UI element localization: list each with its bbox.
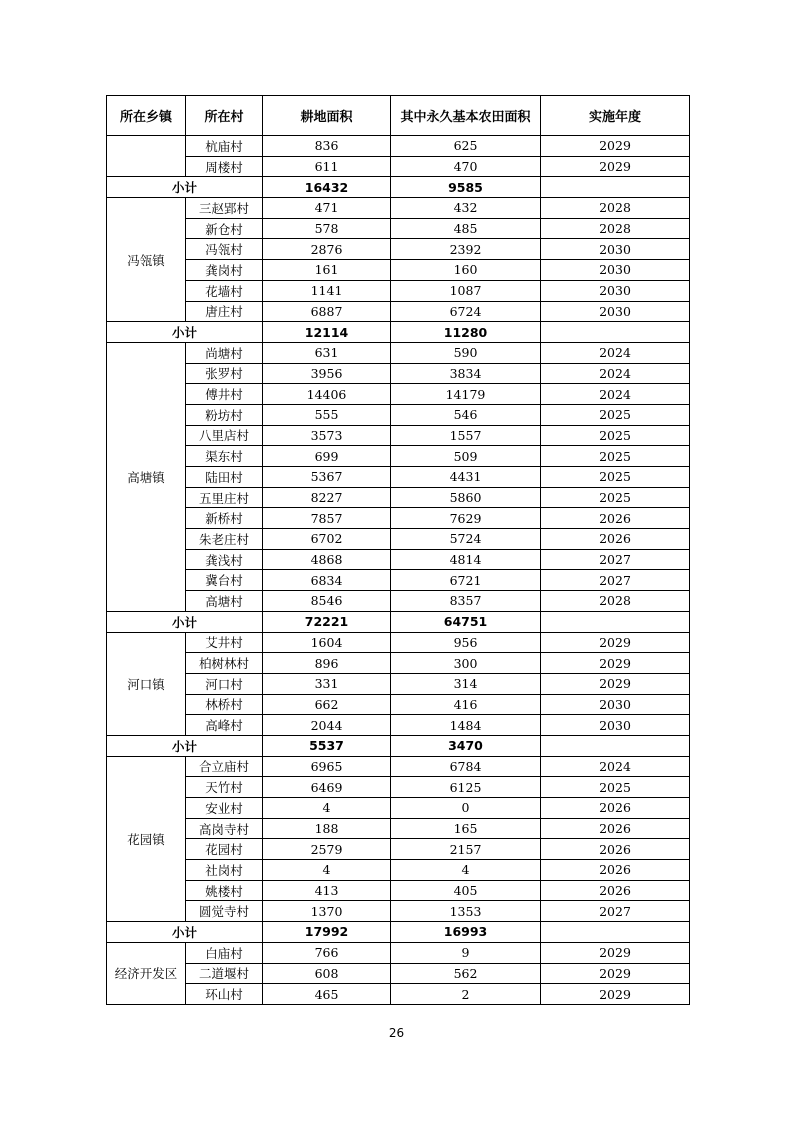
farmland-area-cell: 2044 xyxy=(263,715,391,736)
town-cell xyxy=(107,136,186,177)
table-row xyxy=(107,984,690,1005)
year-cell: 2029 xyxy=(541,653,690,674)
subtotal-year xyxy=(541,177,690,198)
basic-farmland-area-cell: 4814 xyxy=(391,549,541,570)
table-row xyxy=(107,694,690,715)
subtotal-year xyxy=(541,735,690,756)
basic-farmland-area-cell: 1087 xyxy=(391,280,541,301)
farmland-area-cell: 6965 xyxy=(263,756,391,777)
farmland-area-cell: 331 xyxy=(263,673,391,694)
basic-farmland-area-cell: 9 xyxy=(391,942,541,963)
table-row xyxy=(107,591,690,612)
year-cell: 2029 xyxy=(541,136,690,157)
subtotal-basic-farmland-area: 3470 xyxy=(391,735,541,756)
table-row xyxy=(107,963,690,984)
village-cell: 白庙村 xyxy=(186,942,263,963)
basic-farmland-area-cell: 300 xyxy=(391,653,541,674)
table-row xyxy=(107,756,690,777)
basic-farmland-area-cell: 6721 xyxy=(391,570,541,591)
year-cell: 2028 xyxy=(541,198,690,219)
subtotal-farmland-area: 5537 xyxy=(263,735,391,756)
year-cell: 2025 xyxy=(541,404,690,425)
farmland-area-cell: 465 xyxy=(263,984,391,1005)
town-cell: 花园镇 xyxy=(107,756,186,922)
table-row xyxy=(107,798,690,819)
village-cell: 冯瓴村 xyxy=(186,239,263,260)
basic-farmland-area-cell: 470 xyxy=(391,156,541,177)
table-row xyxy=(107,156,690,177)
village-cell: 新仓村 xyxy=(186,218,263,239)
table-row xyxy=(107,404,690,425)
year-cell: 2026 xyxy=(541,818,690,839)
year-cell: 2029 xyxy=(541,942,690,963)
basic-farmland-area-cell: 0 xyxy=(391,798,541,819)
table-row xyxy=(107,218,690,239)
village-cell: 杭庙村 xyxy=(186,136,263,157)
basic-farmland-area-cell: 165 xyxy=(391,818,541,839)
farmland-area-cell: 3956 xyxy=(263,363,391,384)
header-farmland-area: 耕地面积 xyxy=(263,96,391,136)
farmland-area-cell: 896 xyxy=(263,653,391,674)
basic-farmland-area-cell: 5860 xyxy=(391,487,541,508)
table-row xyxy=(107,673,690,694)
year-cell: 2030 xyxy=(541,280,690,301)
header-implementation-year: 实施年度 xyxy=(541,96,690,136)
table-row xyxy=(107,632,690,653)
table-header-row xyxy=(107,96,690,136)
farmland-area-cell: 662 xyxy=(263,694,391,715)
village-cell: 朱老庄村 xyxy=(186,529,263,550)
farmland-area-cell: 631 xyxy=(263,342,391,363)
year-cell: 2026 xyxy=(541,798,690,819)
year-cell: 2026 xyxy=(541,529,690,550)
farmland-area-cell: 2579 xyxy=(263,839,391,860)
farmland-area-cell: 608 xyxy=(263,963,391,984)
table-row xyxy=(107,487,690,508)
year-cell: 2025 xyxy=(541,467,690,488)
year-cell: 2026 xyxy=(541,839,690,860)
year-cell: 2030 xyxy=(541,301,690,322)
village-cell: 姚楼村 xyxy=(186,880,263,901)
farmland-area-cell: 611 xyxy=(263,156,391,177)
farmland-area-cell: 2876 xyxy=(263,239,391,260)
farmland-area-cell: 836 xyxy=(263,136,391,157)
village-cell: 龚浅村 xyxy=(186,549,263,570)
table-row xyxy=(107,425,690,446)
basic-farmland-area-cell: 405 xyxy=(391,880,541,901)
year-cell: 2026 xyxy=(541,880,690,901)
year-cell: 2030 xyxy=(541,694,690,715)
village-cell: 陆田村 xyxy=(186,467,263,488)
farmland-area-cell: 4 xyxy=(263,860,391,881)
village-cell: 高塘村 xyxy=(186,591,263,612)
basic-farmland-area-cell: 2157 xyxy=(391,839,541,860)
village-cell: 圆觉寺村 xyxy=(186,901,263,922)
basic-farmland-area-cell: 5724 xyxy=(391,529,541,550)
table-body xyxy=(107,136,690,1005)
village-cell: 安业村 xyxy=(186,798,263,819)
basic-farmland-area-cell: 160 xyxy=(391,260,541,281)
year-cell: 2027 xyxy=(541,570,690,591)
farmland-area-cell: 6469 xyxy=(263,777,391,798)
village-cell: 八里店村 xyxy=(186,425,263,446)
town-cell: 高塘镇 xyxy=(107,342,186,611)
table-row xyxy=(107,198,690,219)
basic-farmland-area-cell: 8357 xyxy=(391,591,541,612)
basic-farmland-area-cell: 509 xyxy=(391,446,541,467)
village-cell: 高岗寺村 xyxy=(186,818,263,839)
table-row xyxy=(107,508,690,529)
year-cell: 2024 xyxy=(541,756,690,777)
header-town: 所在乡镇 xyxy=(107,96,186,136)
table-row xyxy=(107,880,690,901)
table-row xyxy=(107,818,690,839)
table-row xyxy=(107,777,690,798)
table-row xyxy=(107,342,690,363)
year-cell: 2030 xyxy=(541,260,690,281)
village-cell: 河口村 xyxy=(186,673,263,694)
basic-farmland-area-cell: 314 xyxy=(391,673,541,694)
farmland-area-cell: 578 xyxy=(263,218,391,239)
year-cell: 2024 xyxy=(541,363,690,384)
subtotal-label: 小计 xyxy=(107,735,263,756)
village-cell: 艾井村 xyxy=(186,632,263,653)
year-cell: 2025 xyxy=(541,487,690,508)
village-cell: 唐庄村 xyxy=(186,301,263,322)
subtotal-row xyxy=(107,611,690,632)
village-cell: 尚塘村 xyxy=(186,342,263,363)
farmland-area-cell: 1141 xyxy=(263,280,391,301)
table-row xyxy=(107,301,690,322)
subtotal-farmland-area: 16432 xyxy=(263,177,391,198)
basic-farmland-area-cell: 6125 xyxy=(391,777,541,798)
basic-farmland-area-cell: 1484 xyxy=(391,715,541,736)
subtotal-basic-farmland-area: 11280 xyxy=(391,322,541,343)
village-cell: 林桥村 xyxy=(186,694,263,715)
subtotal-row xyxy=(107,177,690,198)
farmland-area-cell: 6834 xyxy=(263,570,391,591)
table-row xyxy=(107,839,690,860)
year-cell: 2030 xyxy=(541,239,690,260)
table-row xyxy=(107,529,690,550)
subtotal-basic-farmland-area: 16993 xyxy=(391,922,541,943)
village-cell: 粉坊村 xyxy=(186,404,263,425)
table-row xyxy=(107,363,690,384)
year-cell: 2030 xyxy=(541,715,690,736)
basic-farmland-area-cell: 562 xyxy=(391,963,541,984)
year-cell: 2029 xyxy=(541,156,690,177)
farmland-area-cell: 188 xyxy=(263,818,391,839)
table-row xyxy=(107,260,690,281)
farmland-area-cell: 5367 xyxy=(263,467,391,488)
basic-farmland-area-cell: 2392 xyxy=(391,239,541,260)
farmland-area-cell: 555 xyxy=(263,404,391,425)
basic-farmland-area-cell: 4 xyxy=(391,860,541,881)
table-row xyxy=(107,136,690,157)
farmland-area-cell: 8227 xyxy=(263,487,391,508)
farmland-area-cell: 6887 xyxy=(263,301,391,322)
basic-farmland-area-cell: 7629 xyxy=(391,508,541,529)
subtotal-year xyxy=(541,611,690,632)
year-cell: 2028 xyxy=(541,218,690,239)
farmland-area-cell: 161 xyxy=(263,260,391,281)
table-row xyxy=(107,384,690,405)
subtotal-farmland-area: 12114 xyxy=(263,322,391,343)
subtotal-row xyxy=(107,735,690,756)
table-row xyxy=(107,549,690,570)
farmland-area-cell: 413 xyxy=(263,880,391,901)
village-cell: 环山村 xyxy=(186,984,263,1005)
year-cell: 2024 xyxy=(541,342,690,363)
basic-farmland-area-cell: 432 xyxy=(391,198,541,219)
village-cell: 龚岗村 xyxy=(186,260,263,281)
farmland-area-cell: 766 xyxy=(263,942,391,963)
village-cell: 柏树林村 xyxy=(186,653,263,674)
table-row xyxy=(107,467,690,488)
basic-farmland-area-cell: 3834 xyxy=(391,363,541,384)
basic-farmland-area-cell: 1557 xyxy=(391,425,541,446)
subtotal-farmland-area: 17992 xyxy=(263,922,391,943)
basic-farmland-area-cell: 546 xyxy=(391,404,541,425)
farmland-area-cell: 1604 xyxy=(263,632,391,653)
table-row xyxy=(107,280,690,301)
basic-farmland-area-cell: 1353 xyxy=(391,901,541,922)
basic-farmland-area-cell: 6724 xyxy=(391,301,541,322)
village-cell: 新桥村 xyxy=(186,508,263,529)
basic-farmland-area-cell: 625 xyxy=(391,136,541,157)
farmland-area-cell: 7857 xyxy=(263,508,391,529)
table-row xyxy=(107,715,690,736)
subtotal-year xyxy=(541,922,690,943)
farmland-area-cell: 699 xyxy=(263,446,391,467)
village-cell: 张罗村 xyxy=(186,363,263,384)
basic-farmland-area-cell: 2 xyxy=(391,984,541,1005)
basic-farmland-area-cell: 6784 xyxy=(391,756,541,777)
header-village: 所在村 xyxy=(186,96,263,136)
basic-farmland-area-cell: 416 xyxy=(391,694,541,715)
year-cell: 2029 xyxy=(541,963,690,984)
table-row xyxy=(107,239,690,260)
table-row xyxy=(107,653,690,674)
table-row xyxy=(107,860,690,881)
subtotal-label: 小计 xyxy=(107,177,263,198)
farmland-area-cell: 6702 xyxy=(263,529,391,550)
table-row xyxy=(107,942,690,963)
year-cell: 2025 xyxy=(541,425,690,446)
village-cell: 五里庄村 xyxy=(186,487,263,508)
year-cell: 2027 xyxy=(541,901,690,922)
village-cell: 社岗村 xyxy=(186,860,263,881)
subtotal-basic-farmland-area: 9585 xyxy=(391,177,541,198)
village-cell: 天竹村 xyxy=(186,777,263,798)
page-number: 26 xyxy=(388,1026,405,1040)
basic-farmland-area-cell: 485 xyxy=(391,218,541,239)
farmland-area-cell: 471 xyxy=(263,198,391,219)
village-cell: 渠东村 xyxy=(186,446,263,467)
subtotal-row xyxy=(107,322,690,343)
town-cell: 冯瓴镇 xyxy=(107,198,186,322)
table-row xyxy=(107,570,690,591)
basic-farmland-area-cell: 956 xyxy=(391,632,541,653)
farmland-area-cell: 14406 xyxy=(263,384,391,405)
subtotal-row xyxy=(107,922,690,943)
farmland-area-cell: 1370 xyxy=(263,901,391,922)
year-cell: 2029 xyxy=(541,632,690,653)
farmland-table xyxy=(106,95,690,1005)
subtotal-label: 小计 xyxy=(107,922,263,943)
subtotal-year xyxy=(541,322,690,343)
header-basic-farmland-area: 其中永久基本农田面积 xyxy=(391,96,541,136)
village-cell: 三赵郢村 xyxy=(186,198,263,219)
village-cell: 高峰村 xyxy=(186,715,263,736)
year-cell: 2027 xyxy=(541,549,690,570)
village-cell: 花墙村 xyxy=(186,280,263,301)
subtotal-label: 小计 xyxy=(107,322,263,343)
farmland-area-cell: 3573 xyxy=(263,425,391,446)
subtotal-basic-farmland-area: 64751 xyxy=(391,611,541,632)
farmland-area-cell: 8546 xyxy=(263,591,391,612)
basic-farmland-area-cell: 14179 xyxy=(391,384,541,405)
year-cell: 2029 xyxy=(541,673,690,694)
village-cell: 傅井村 xyxy=(186,384,263,405)
town-cell: 河口镇 xyxy=(107,632,186,735)
village-cell: 周楼村 xyxy=(186,156,263,177)
basic-farmland-area-cell: 4431 xyxy=(391,467,541,488)
basic-farmland-area-cell: 590 xyxy=(391,342,541,363)
year-cell: 2026 xyxy=(541,860,690,881)
subtotal-farmland-area: 72221 xyxy=(263,611,391,632)
year-cell: 2024 xyxy=(541,384,690,405)
village-cell: 二道堰村 xyxy=(186,963,263,984)
table-row xyxy=(107,901,690,922)
year-cell: 2026 xyxy=(541,508,690,529)
farmland-area-cell: 4868 xyxy=(263,549,391,570)
village-cell: 冀台村 xyxy=(186,570,263,591)
town-cell: 经济开发区 xyxy=(107,942,186,1004)
farmland-area-cell: 4 xyxy=(263,798,391,819)
year-cell: 2029 xyxy=(541,984,690,1005)
subtotal-label: 小计 xyxy=(107,611,263,632)
table-row xyxy=(107,446,690,467)
village-cell: 合立庙村 xyxy=(186,756,263,777)
village-cell: 花园村 xyxy=(186,839,263,860)
year-cell: 2028 xyxy=(541,591,690,612)
year-cell: 2025 xyxy=(541,446,690,467)
year-cell: 2025 xyxy=(541,777,690,798)
